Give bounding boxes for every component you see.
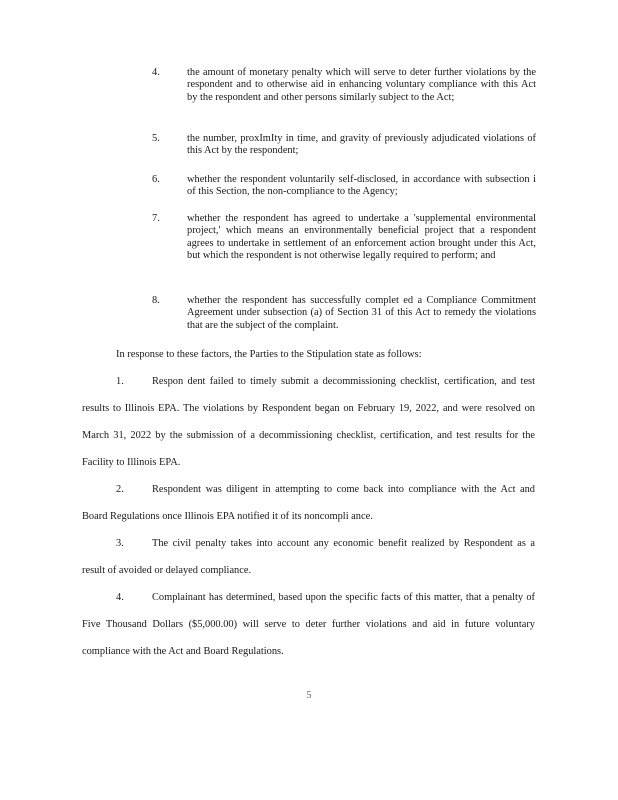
response-number: 3. [116, 538, 124, 549]
response-paragraph [82, 476, 535, 530]
factor-text: whether the respondent has agreed to undertake a 'supplemental environmental project,' which means an environmentally beneficial project that a respondent agrees to undertake in settlement of an enforcement action brought under this Act, but which the respondent is not otherwise legally required to perform; and [187, 213, 536, 261]
factor-number: 5. [152, 133, 160, 144]
response-text: The civil penalty takes into account any economic benefit realized by Respondent as a result of avoided or delayed compliance. [82, 538, 535, 576]
response-number: 1. [116, 376, 124, 387]
factor-text: whether the respondent voluntarily self-disclosed, in accordance with subsection i of this Section, the non-compliance to the Agency; [187, 174, 536, 198]
factor-text: the number, proxImIty in time, and gravity of previously adjudicated violations of this Act by the respondent; [187, 133, 536, 157]
response-text: Respondent was diligent in attempting to come back into compliance with the Act and Board Regulations once Illinois EPA notified it of its noncompli ance. [82, 484, 535, 522]
page-number: 5 [306, 690, 312, 701]
factor-text: whether the respondent has successfully complet ed a Compliance Commitment Agreement under subsection (a) of Section 31 of this Act to remedy the violations that are the subject of the complaint. [187, 295, 536, 331]
response-paragraph [82, 368, 535, 476]
intro-text: In response to these factors, the Parties to the Stipulation state as follows: [116, 349, 422, 360]
factor-number: 7. [152, 213, 160, 224]
intro-paragraph [82, 341, 535, 368]
response-paragraph [82, 530, 535, 584]
factor-number: 4. [152, 67, 160, 78]
response-text: Complainant has determined, based upon the specific facts of this matter, that a penalty of Five Thousand Dollars ($5,000.00) will serve to deter further violations and aid in future voluntary compliance with the Act and Board Regulations. [82, 592, 535, 657]
response-paragraph [82, 584, 535, 665]
response-number: 2. [116, 484, 124, 495]
response-number: 4. [116, 592, 124, 603]
response-text: Respon dent failed to timely submit a decommissioning checklist, certification, and test results to Illinois EPA. The violations by Respondent began on February 19, 2022, and were resolved on March 31, 2022 by the submission of a decommissioning checklist, certification, and test results for the Facility to Illinois EPA. [82, 376, 535, 468]
factor-number: 6. [152, 174, 160, 185]
factor-text: the amount of monetary penalty which will serve to deter further violations by the respondent and to otherwise aid in enhancing voluntary compliance with this Act by the respondent and other persons similarly subject to the Act; [187, 67, 536, 103]
factor-number: 8. [152, 295, 160, 306]
